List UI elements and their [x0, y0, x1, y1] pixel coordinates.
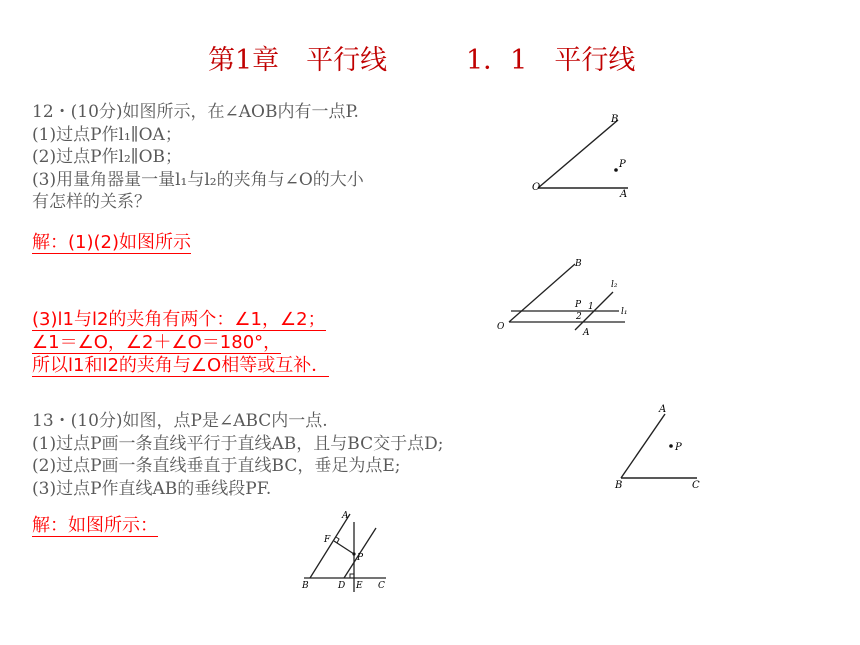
label-f: F [324, 535, 331, 545]
q12-answer-line: 解：(1)(2)如图所示 [32, 232, 191, 253]
label-angle-1: 1 [588, 302, 594, 312]
q13-line: (1)过点P画一条直线平行于直线AB，且与BC交于点D; [32, 433, 444, 454]
label-e: E [356, 581, 363, 591]
point-p [669, 444, 673, 448]
label-l1: l₁ [621, 307, 628, 317]
construction-figure [292, 508, 390, 598]
label-b: B [615, 480, 623, 490]
point-p [614, 168, 618, 172]
ray-ob [538, 120, 618, 188]
q13-answer-line: 解：如图所示： [32, 515, 158, 536]
q13-line: (2)过点P画一条直线垂直于直线BC，垂足为点E; [32, 456, 401, 476]
label-c: C [692, 480, 700, 490]
label-a: A [620, 189, 628, 200]
label-o: O [532, 182, 541, 193]
q12-answer-2 [32, 308, 329, 377]
label-b: B [575, 259, 582, 269]
q12-line: 12・(10分)如图所示，在∠AOB内有一点P. [32, 102, 359, 122]
label-l2: l₂ [611, 280, 618, 290]
label-p: P [619, 159, 626, 170]
ray-ob [509, 264, 575, 322]
q12-line: (2)过点P作l₂∥OB； [32, 147, 183, 167]
label-b: B [302, 581, 309, 591]
point-p [352, 552, 355, 555]
q12-line: (3)用量角器量一量l₁与l₂的夹角与∠O的大小 [32, 169, 364, 190]
label-b: B [611, 114, 619, 125]
label-o: O [497, 322, 505, 332]
q13-line: 13・(10分)如图，点P是∠ABC内一点. [32, 411, 328, 431]
q12-text [32, 101, 364, 214]
label-a: A [583, 328, 590, 338]
q12-line: 有怎样的关系？ [32, 192, 151, 212]
line-ab [310, 514, 350, 578]
q13-answer [32, 514, 158, 537]
section-title: 1．1 平行线 [466, 45, 636, 76]
label-angle-2: 2 [576, 312, 582, 322]
label-p: P [575, 300, 582, 310]
q12-answer-line: 所以l1和l2的夹角与∠O相等或互补． [32, 355, 330, 376]
page-header [0, 38, 860, 74]
label-a: A [659, 404, 667, 415]
label-a: A [342, 511, 349, 521]
label-d: D [338, 581, 346, 591]
ray-ba [621, 414, 665, 478]
q12-answer-1 [32, 231, 191, 254]
angle-aob-figure [522, 108, 632, 200]
q12-answer-line: ∠1＝∠O，∠2＋∠O＝180°， [32, 332, 282, 353]
q12-answer-line: (3)l1与l2的夹角有两个：∠1，∠2； [32, 309, 326, 330]
q12-line: (1)过点P作l₁∥OA； [32, 124, 182, 145]
chapter-title: 第1章 平行线 [208, 45, 388, 76]
label-p: P [357, 553, 364, 563]
q13-line: (3)过点P作直线AB的垂线段PF. [32, 478, 272, 499]
q13-text [32, 410, 443, 500]
label-p: P [675, 442, 682, 453]
label-c: C [378, 581, 385, 591]
angle-abc-figure [605, 400, 703, 490]
parallel-lines-figure [487, 252, 632, 340]
